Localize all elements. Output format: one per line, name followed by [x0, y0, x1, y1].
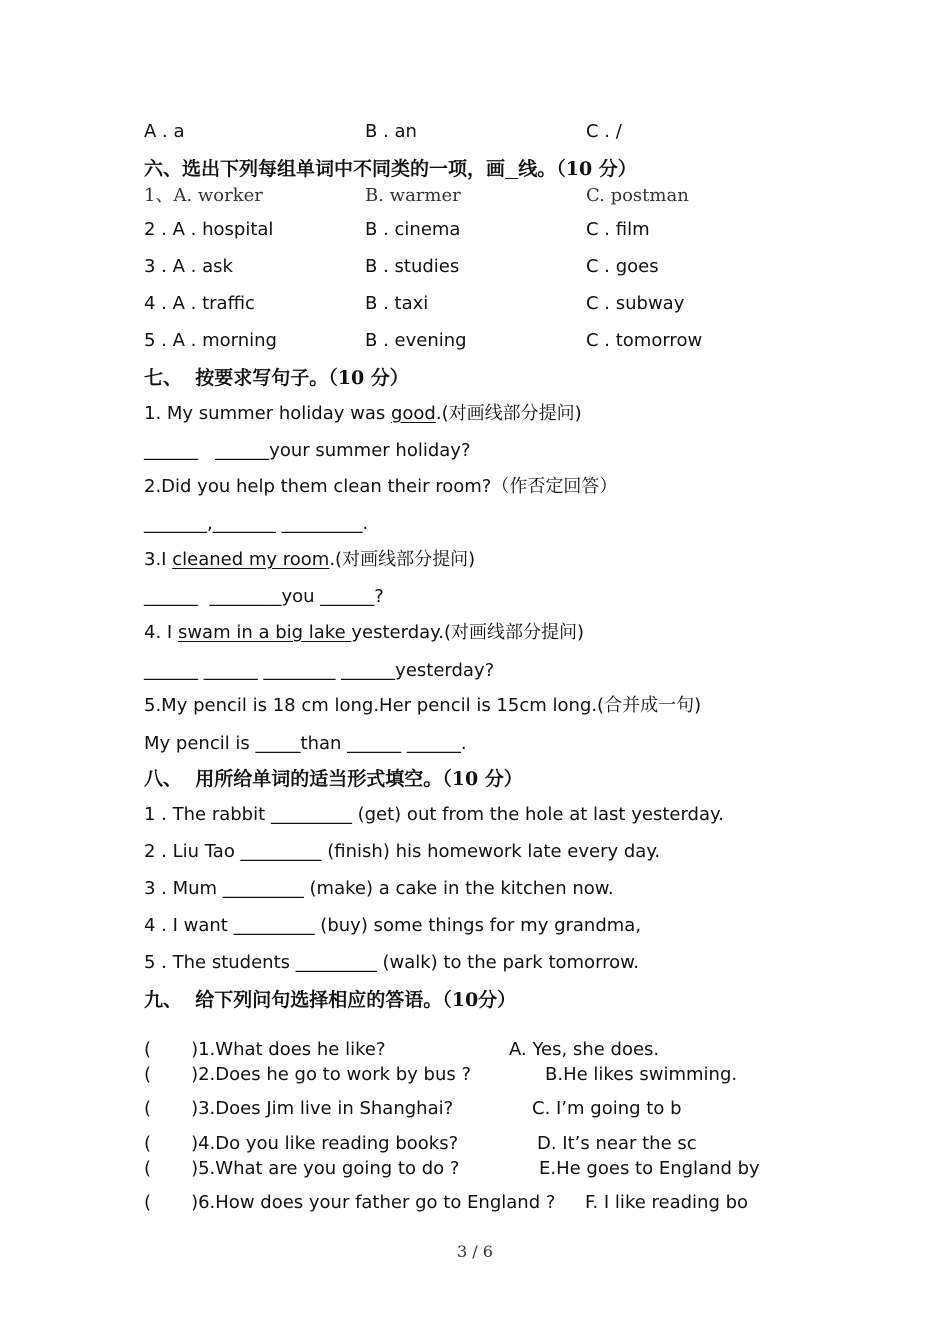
section9-question-2: ( )2.Does he go to work by bus ? [144, 1064, 472, 1085]
section9-question-4: ( )4.Do you like reading books? [144, 1133, 459, 1154]
section8-item-2: 2 . Liu Tao _________ (finish) his homework late every day. [144, 841, 661, 862]
section6-row-2: 2 . A . hospital B . cinema C . film [144, 219, 650, 240]
option-b: B . an [365, 121, 417, 142]
section6-row-4: 4 . A . traffic B . taxi C . subway [144, 293, 685, 314]
section7-question-3: 3.I cleaned my room.(对画线部分提问) [144, 549, 476, 570]
section8-item-5: 5 . The students _________ (walk) to the park tomorrow. [144, 952, 639, 973]
section7-question-1: 1. My summer holiday was good.(对画线部分提问) [144, 403, 582, 424]
section8-item-3: 3 . Mum _________ (make) a cake in the kitchen now. [144, 878, 614, 899]
section6-row-5: 5 . A . morning B . evening C . tomorrow [144, 330, 703, 351]
page-number: 3 / 6 [457, 1242, 493, 1261]
section8-item-4: 4 . I want _________ (buy) some things for my grandma, [144, 915, 642, 936]
option-a: A . a [144, 121, 185, 142]
section7-answer-1: ______ ______your summer holiday? [144, 440, 471, 461]
section7-answer-3: ______ ________you ______? [144, 586, 384, 607]
section9-question-5: ( )5.What are you going to do ? [144, 1158, 460, 1179]
option-c: C . / [586, 121, 622, 142]
section7-question-4: 4. I swam in a big lake yesterday.(对画线部分提问) [144, 622, 585, 643]
section6-row-3: 3 . A . ask B . studies C . goes [144, 256, 659, 277]
section9-question-6: ( )6.How does your father go to England ? [144, 1192, 556, 1213]
section7-title: 七、 按要求写句子。（10 分） [144, 367, 409, 389]
section9-answer-f: F. I like reading bo [585, 1192, 749, 1213]
section9-answer-a: A. Yes, she does. [509, 1039, 660, 1060]
section7-question-5: 5.My pencil is 18 cm long.Her pencil is 15cm long.(合并成一句) [144, 695, 702, 716]
section6-title: 六、选出下列每组单词中不同类的一项，画 线。（10 分） [144, 158, 637, 180]
section9-title: 九、 给下列问句选择相应的答语。（10分） [144, 989, 517, 1011]
section8-title: 八、 用所给单词的适当形式填空。（10 分） [144, 768, 523, 790]
section8-item-1: 1 . The rabbit _________ (get) out from the hole at last yesterday. [144, 804, 724, 825]
section7-question-2: 2.Did you help them clean their room?（作否定回答） [144, 476, 618, 497]
prev-question-options [144, 120, 844, 144]
title-blank [505, 158, 518, 180]
section7-answer-2: _______,_______ _________. [144, 513, 369, 534]
section6-row-1: 1、A. worker B. warmer C. postman [144, 185, 689, 206]
section7-answer-5: My pencil is _____than ______ ______. [144, 733, 467, 754]
section9-answer-b: B.He likes swimming. [545, 1064, 738, 1085]
section7-answer-4: ______ ______ ________ ______yesterday? [144, 660, 495, 681]
section9-question-3: ( )3.Does Jim live in Shanghai? [144, 1098, 454, 1119]
section9-answer-d: D. It’s near the sc [537, 1133, 697, 1154]
section9-answer-c: C. I’m going to b [532, 1098, 682, 1119]
section9-question-1: ( )1.What does he like? [144, 1039, 386, 1060]
section9-answer-e: E.He goes to England by [539, 1158, 760, 1179]
